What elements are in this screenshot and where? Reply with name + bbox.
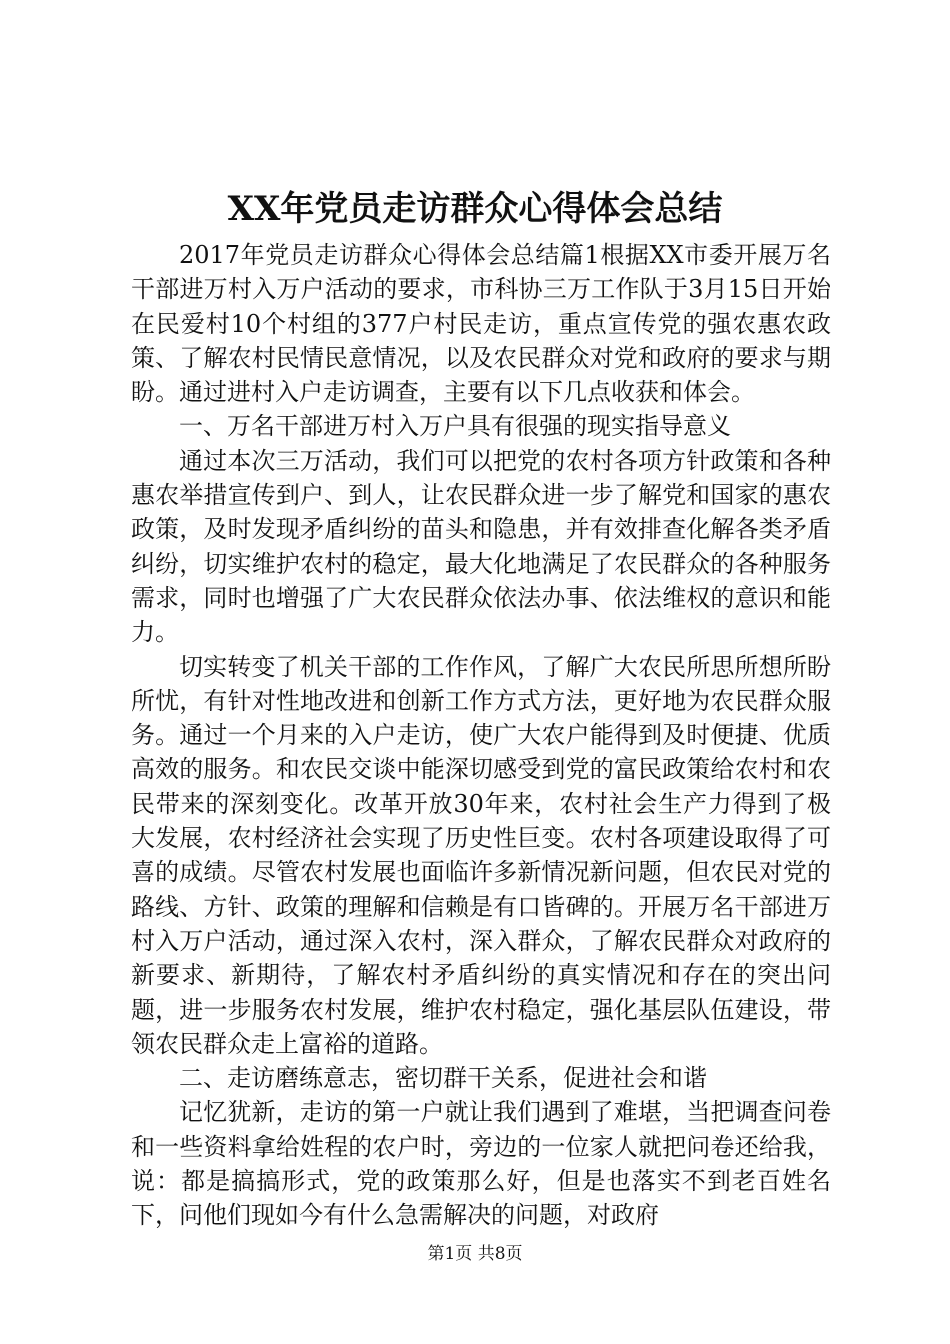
page-footer: 第1页 共8页 (427, 1244, 523, 1264)
section-heading-1: 一、万名干部进万村入万户具有很强的现实指导意义 (179, 412, 731, 441)
paragraph-section-1-a: 通过本次三万活动，我们可以把党的农村各项方针政策和各种惠农举措宣传到户、到人，让农民群众进一步了解党和国家的惠农政策，及时发现矛盾纠纷的苗头和隐患，并有效排查化解各类矛盾纠纷，切实维护农村的稳定，最大化地满足了农民群众的各种服务需求，同时也增强了广大农民群众依法办事、依法维权的意识和能力。 (131, 446, 831, 647)
document-title: XX年党员走访群众心得体会总结 (227, 189, 723, 229)
paragraph-section-2-a: 记忆犹新，走访的第一户就让我们遇到了难堪，当把调查问卷和一些资料拿给姓程的农户时，旁边的一位家人就把问卷还给我，说：都是搞搞形式，党的政策那么好，但是也落实不到老百姓名下，问他们现如今有什么急需解决的问题，对政府 (131, 1098, 831, 1230)
paragraph-section-1-b: 切实转变了机关干部的工作作风，了解广大农民所思所想所盼所忧，有针对性地改进和创新工作方式方法，更好地为农民群众服务。通过一个月来的入户走访，使广大农户能得到及时便捷、优质高效的服务。和农民交谈中能深切感受到党的富民政策给农村和农民带来的深刻变化。改革开放30年来，农村社会生产力得到了极大发展，农村经济社会实现了历史性巨变。农村各项建设取得了可喜的成绩。尽管农村发展也面临许多新情况新问题，但农民对党的路线、方针、政策的理解和信赖是有口皆碑的。开展万名干部进万村入万户活动，通过深入农村，深入群众，了解农民群众对政府的新要求、新期待，了解农村矛盾纠纷的真实情况和存在的突出问题，进一步服务农村发展，维护农村稳定，强化基层队伍建设，带领农民群众走上富裕的道路。 (131, 652, 831, 1058)
paragraph-intro: 2017年党员走访群众心得体会总结篇1根据XX市委开展万名干部进万村入万户活动的要求，市科协三万工作队于3月15日开始在民爱村10个村组的377户村民走访，重点宣传党的强农惠农政策、了解农村民情民意情况，以及农民群众对党和政府的要求与期盼。通过进村入户走访调查，主要有以下几点收获和体会。 (131, 241, 831, 407)
section-heading-2: 二、走访磨练意志，密切群干关系，促进社会和谐 (179, 1064, 707, 1093)
document-body (131, 238, 831, 1233)
